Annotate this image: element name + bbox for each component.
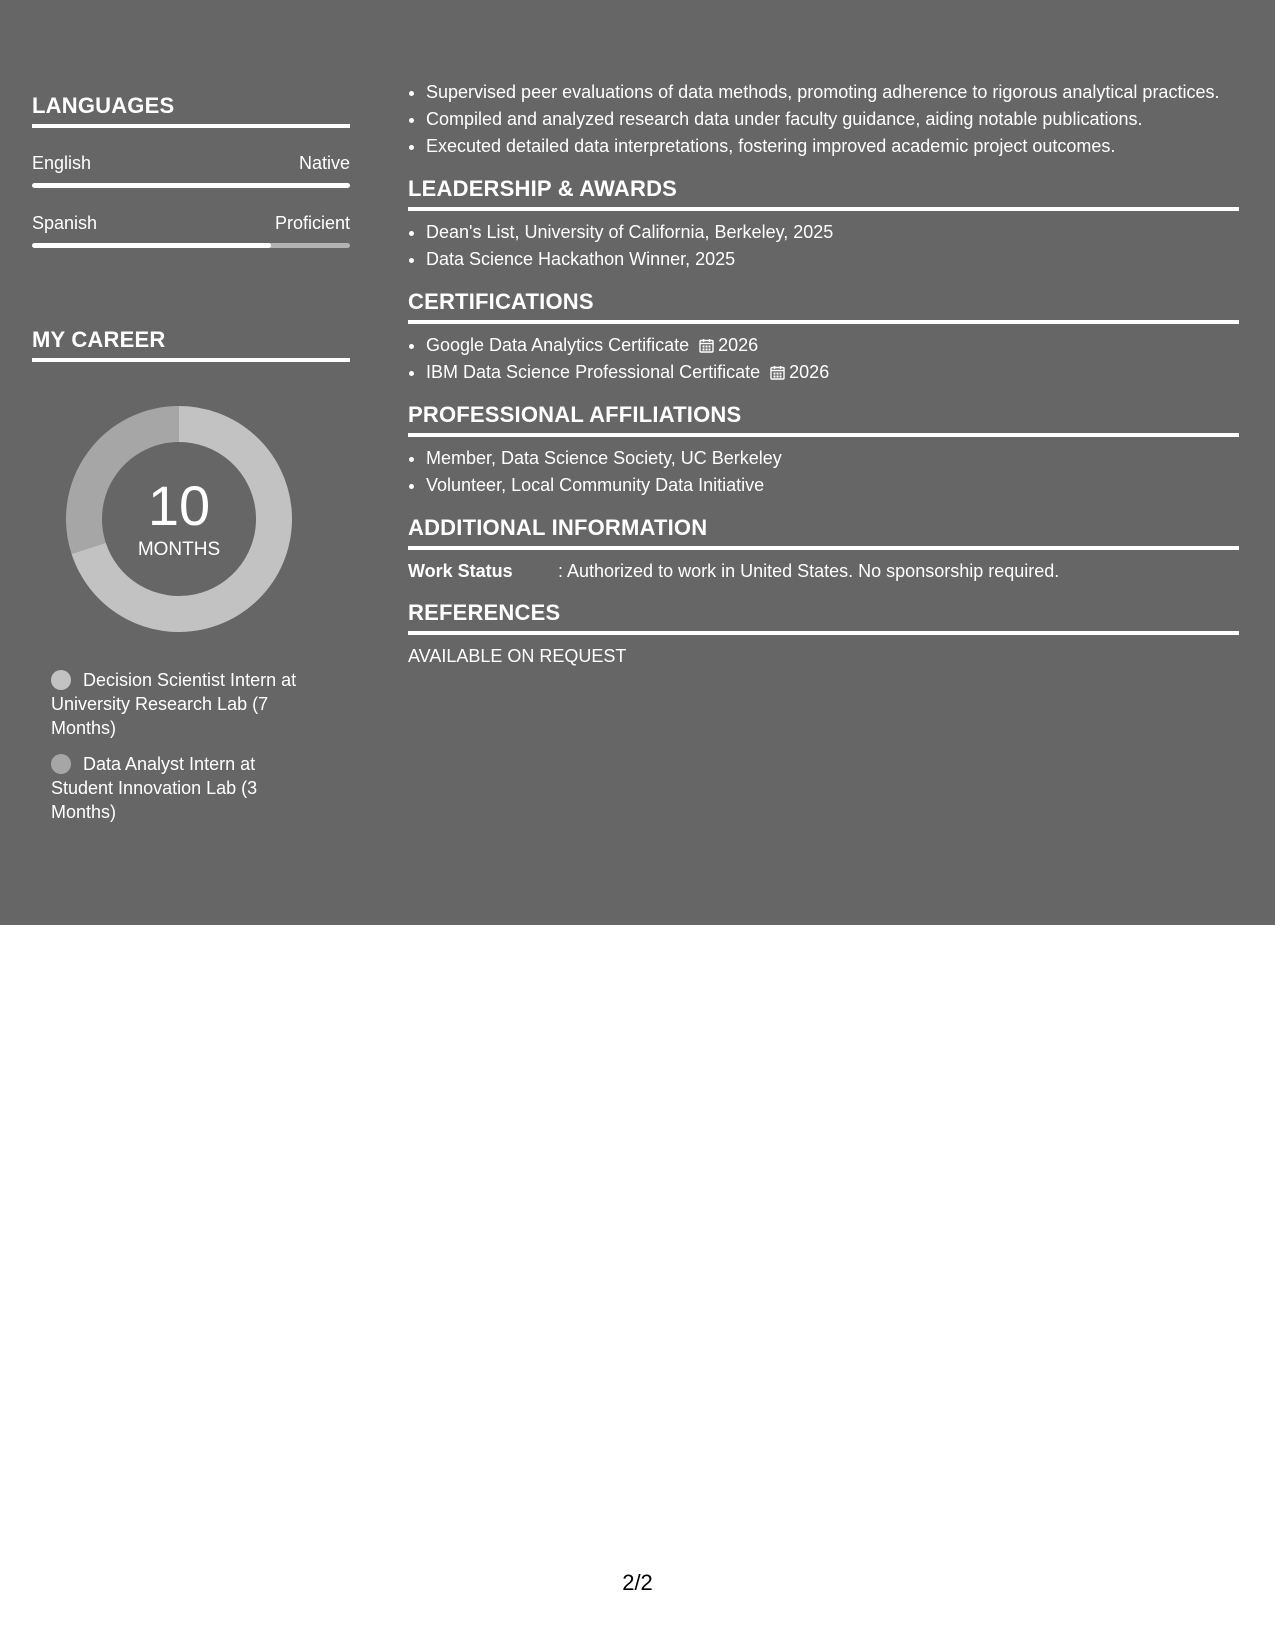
experience-bullet: • Supervised peer evaluations of data methods, promoting adherence to rigorous analytical practices. [426,80,1239,105]
proficiency-bar-fill [32,243,271,248]
leadership-item: • Data Science Hackathon Winner, 2025 [426,247,1239,272]
experience-bullets [408,80,1239,159]
leadership-title: LEADERSHIP & AWARDS [408,175,1239,211]
language-spanish [32,212,350,248]
certification-name: Google Data Analytics Certificate [426,335,690,355]
language-level: Native [298,153,350,173]
language-name: Spanish [32,213,98,233]
page-number: 2/2 [622,1570,653,1595]
left-column [32,92,350,836]
certifications-title: CERTIFICATIONS [408,288,1239,324]
certification-item [426,333,1239,358]
calendar-icon [770,365,785,380]
work-status-row [408,559,1239,583]
proficiency-bar-fill [32,183,350,188]
calendar-icon [699,338,714,353]
certification-item [426,360,1239,385]
additional-info-section [408,514,1239,583]
language-english [32,152,350,188]
affiliations-section [408,401,1239,498]
languages-section [32,92,350,248]
career-section [32,326,350,824]
language-name: English [32,153,92,173]
career-legend-label: Decision Scientist Intern at University Research Lab (7 Months) [51,670,297,738]
experience-bullet: • Compiled and analyzed research data under faculty guidance, aiding notable publications. [426,107,1239,132]
proficiency-bar [32,183,350,188]
career-legend [51,668,321,824]
certification-year: 2026 [718,335,759,355]
references-text: AVAILABLE ON REQUEST [408,646,627,666]
languages-title: LANGUAGES [32,92,350,128]
career-legend-item [51,752,321,824]
work-status-label: Work Status [408,561,513,581]
affiliation-item: • Member, Data Science Society, UC Berkeley [426,446,1239,471]
leadership-section [408,175,1239,272]
certification-name: IBM Data Science Professional Certificate [426,362,761,382]
certifications-section [408,288,1239,385]
experience-bullet: • Executed detailed data interpretations, fostering improved academic project outcomes. [426,134,1239,159]
donut-total-value: 10 [147,474,211,537]
affiliation-item: • Volunteer, Local Community Data Initiative [426,473,1239,498]
donut-total-unit: MONTHS [137,539,221,560]
affiliations-title: PROFESSIONAL AFFILIATIONS [408,401,1239,437]
career-legend-item [51,668,321,740]
donut-center-label [66,406,292,632]
additional-info-title: ADDITIONAL INFORMATION [408,514,1239,550]
career-legend-label: Data Analyst Intern at Student Innovation Lab (3 Months) [51,754,258,822]
right-column [408,80,1239,668]
career-donut-chart [66,406,292,632]
references-section [408,599,1239,668]
career-title: MY CAREER [32,326,350,362]
legend-dot-icon [51,670,71,690]
legend-dot-icon [51,754,71,774]
work-status-value: : Authorized to work in United States. No sponsorship required. [558,561,1060,581]
leadership-item: • Dean's List, University of California, Berkeley, 2025 [426,220,1239,245]
proficiency-bar [32,243,350,248]
certification-year: 2026 [789,362,830,382]
language-level: Proficient [274,213,350,233]
references-title: REFERENCES [408,599,1239,635]
